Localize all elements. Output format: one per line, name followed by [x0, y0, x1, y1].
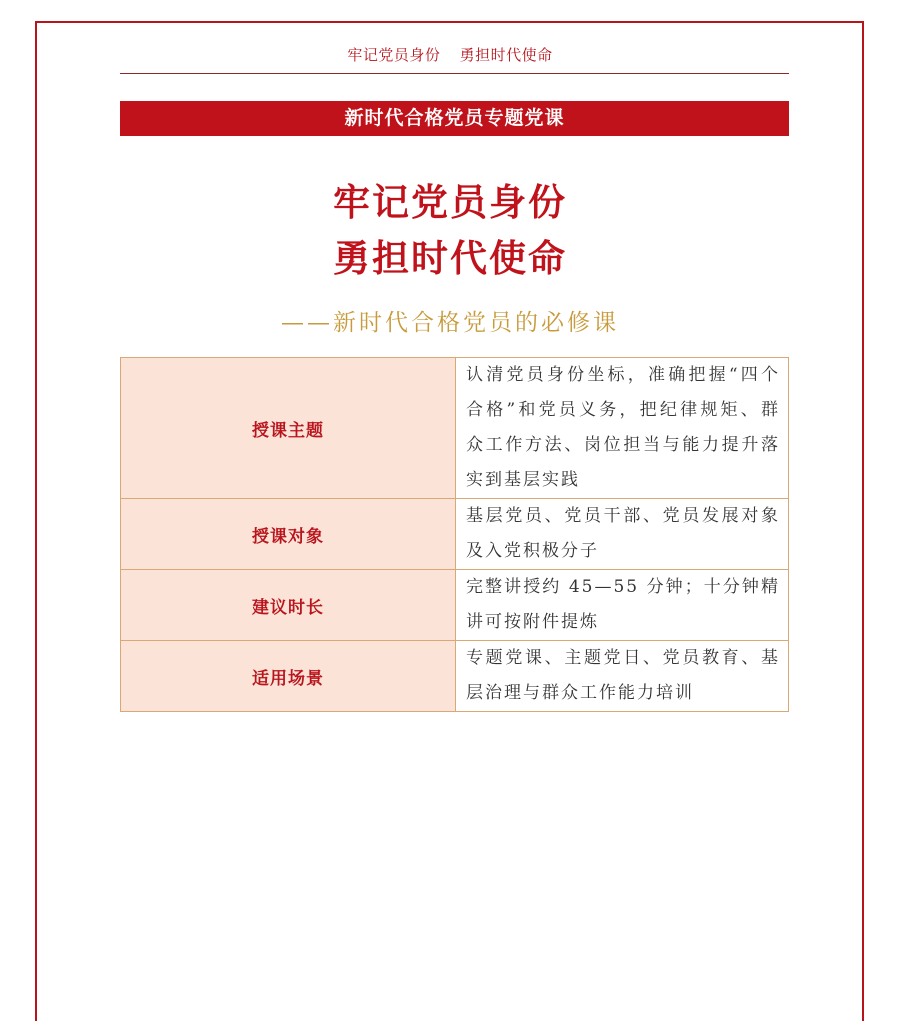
row-label-scenarios: 适用场景: [121, 641, 456, 712]
row-label-topic: 授课主题: [121, 358, 456, 499]
section-banner: 新时代合格党员专题党课: [120, 101, 789, 136]
row-value-audience: 基层党员、党员干部、党员发展对象及入党积极分子: [456, 499, 789, 570]
table-row: [121, 358, 789, 499]
page-title: [0, 175, 900, 287]
title-line-1: 牢记党员身份: [333, 181, 567, 224]
table-row: [121, 570, 789, 641]
title-line-2: 勇担时代使命: [333, 237, 567, 280]
row-value-duration: 完整讲授约 45—55 分钟；十分钟精讲可按附件提炼: [456, 570, 789, 641]
row-value-scenarios: 专题党课、主题党日、党员教育、基层治理与群众工作能力培训: [456, 641, 789, 712]
row-label-duration: 建议时长: [121, 570, 456, 641]
header-divider: [120, 73, 789, 74]
table-row: [121, 641, 789, 712]
row-label-audience: 授课对象: [121, 499, 456, 570]
page-subtitle: ——新时代合格党员的必修课: [281, 310, 619, 336]
course-info-table: [120, 357, 789, 712]
running-header: 牢记党员身份 勇担时代使命: [347, 46, 553, 64]
table-row: [121, 499, 789, 570]
row-value-topic: 认清党员身份坐标，准确把握“四个合格”和党员义务，把纪律规矩、群众工作方法、岗位担当与能力提升落实到基层实践: [456, 358, 789, 499]
